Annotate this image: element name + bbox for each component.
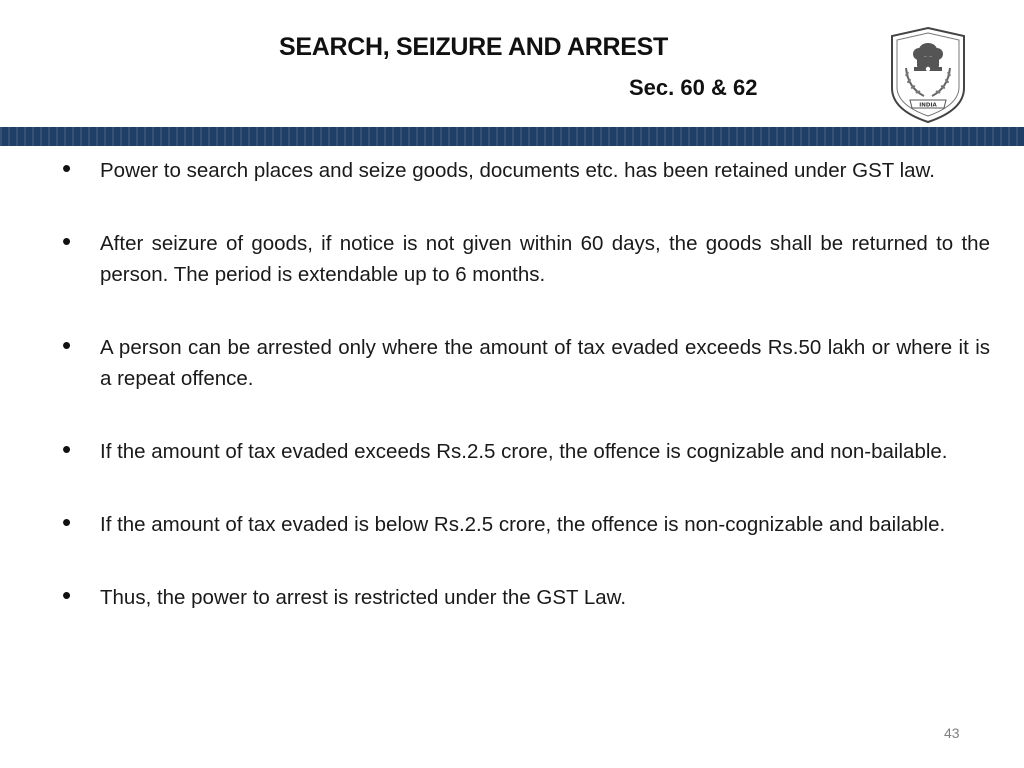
bullet-text: Thus, the power to arrest is restricted under the GST Law. — [100, 586, 627, 609]
slide-subtitle: Sec. 60 & 62 — [629, 75, 758, 100]
bullet-text: If the amount of tax evaded is below Rs.2.5 crore, the offence is non-cognizable and bailable. — [100, 513, 946, 536]
slide-title: SEARCH, SEIZURE AND ARREST — [279, 33, 668, 61]
bullet-text: A person can be arrested only where the amount of tax evaded exceeds Rs.50 lakh or where it is a repeat offence. — [100, 336, 990, 390]
bullet-item — [60, 436, 990, 467]
bullet-item — [60, 582, 990, 613]
bullet-list — [60, 155, 990, 613]
bullet-item — [60, 509, 990, 540]
bullet-icon: • — [62, 507, 72, 537]
emblem-icon — [888, 26, 968, 124]
bullet-icon: • — [62, 330, 72, 360]
page-number: 43 — [944, 725, 960, 741]
bullet-text: If the amount of tax evaded exceeds Rs.2.5 crore, the offence is cognizable and non-bailable. — [100, 440, 948, 463]
bullet-text: Power to search places and seize goods, documents etc. has been retained under GST law. — [100, 159, 935, 182]
bullet-icon: • — [62, 434, 72, 464]
bullet-icon: • — [62, 226, 72, 256]
bullet-text: After seizure of goods, if notice is not given within 60 days, the goods shall be returned to the person. The period is extendable up to 6 months. — [100, 232, 990, 286]
bullet-icon: • — [62, 153, 72, 183]
emblem-caption: INDIA — [919, 102, 937, 109]
bullet-item — [60, 332, 990, 394]
bullet-item — [60, 155, 990, 186]
header-band — [0, 127, 1024, 146]
bullet-item — [60, 228, 990, 290]
bullet-icon: • — [62, 580, 72, 610]
